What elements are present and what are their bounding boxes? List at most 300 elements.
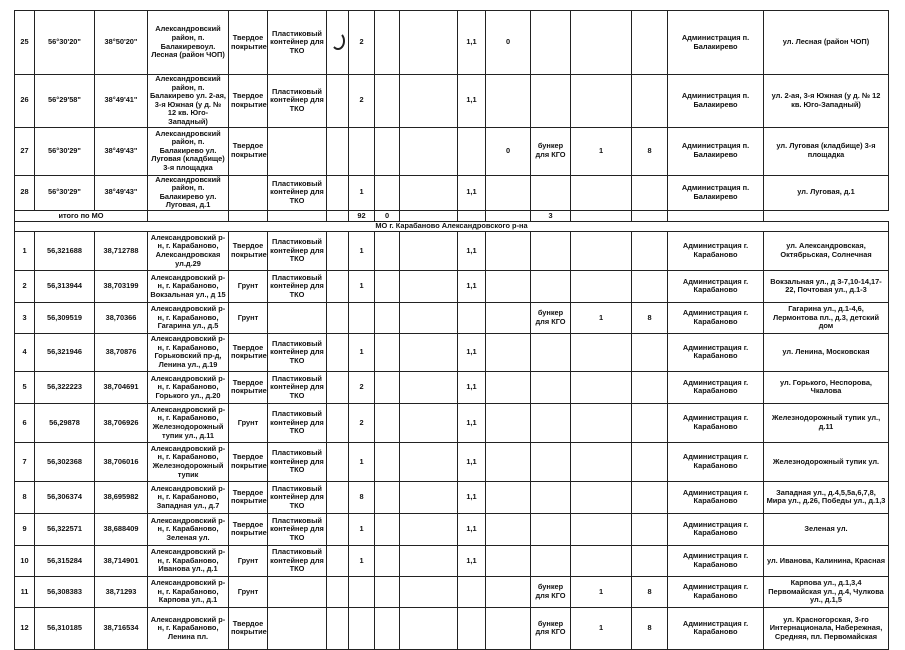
longitude-cell: 38,70876 <box>95 333 148 371</box>
bunker-type-cell <box>531 545 571 576</box>
surface-cell <box>229 175 268 210</box>
volume-cell <box>458 302 486 333</box>
empty-cell <box>327 403 349 442</box>
table-row <box>15 302 889 333</box>
volume-cell <box>458 127 486 175</box>
volume-cell: 1,1 <box>458 231 486 270</box>
empty-cell <box>327 302 349 333</box>
bunker-count-cell <box>571 481 632 513</box>
bunker-count-cell <box>571 175 632 210</box>
address-cell: Александровский р-н, г. Карабаново, Ленина пл. <box>148 607 229 649</box>
latitude-cell: 56°29'58" <box>35 75 95 128</box>
address-cell: Александровский р-н, г. Карабаново, Гагарина ул., д.5 <box>148 302 229 333</box>
bunker-type-cell <box>531 11 571 75</box>
waste-source-cell: ул. 2-ая, 3-я Южная (у д. № 12 кв. Юго-Западный) <box>764 75 889 128</box>
latitude-cell: 56°30'20" <box>35 11 95 75</box>
empty-cell <box>327 576 349 607</box>
extra-count-cell <box>375 75 400 128</box>
empty-cell <box>486 333 531 371</box>
empty-cell <box>327 333 349 371</box>
table-row <box>15 403 889 442</box>
empty-cell <box>571 210 632 221</box>
empty-cell <box>327 231 349 270</box>
empty-cell <box>400 302 458 333</box>
table-row <box>15 442 889 481</box>
longitude-cell: 38°49'43" <box>95 127 148 175</box>
waste-source-cell: ул. Горького, Неспорова, Чкалова <box>764 371 889 403</box>
empty-cell <box>486 607 531 649</box>
latitude-cell: 56,310185 <box>35 607 95 649</box>
address-cell: Александровский р-н, г. Карабаново, Иванова ул., д.1 <box>148 545 229 576</box>
row-number: 27 <box>15 127 35 175</box>
empty-cell <box>375 302 400 333</box>
extra-cell <box>400 127 458 175</box>
bunker-volume-cell <box>632 231 668 270</box>
bunker-volume-cell <box>632 175 668 210</box>
longitude-cell: 38,714901 <box>95 545 148 576</box>
volume-cell: 1,1 <box>458 403 486 442</box>
extra-cell <box>400 75 458 128</box>
total-row <box>15 210 889 221</box>
extra-cell <box>400 175 458 210</box>
empty-cell <box>327 210 349 221</box>
longitude-cell: 38,703199 <box>95 270 148 302</box>
empty-cell <box>486 545 531 576</box>
address-cell: Александровский р-н, г. Карабаново, Карпова ул., д.1 <box>148 576 229 607</box>
surface-cell: Твердое покрытие <box>229 442 268 481</box>
owner-cell: Администрация г. Карабаново <box>668 442 764 481</box>
empty-cell <box>486 371 531 403</box>
volume-cell: 1,1 <box>458 175 486 210</box>
container-type-cell: Пластиковый контейнер для ТКО <box>268 545 327 576</box>
surface-cell: Грунт <box>229 576 268 607</box>
empty-cell <box>400 333 458 371</box>
table-row <box>15 270 889 302</box>
address-cell: Александровский район, п. Балакирево ул. Луговая (кладбище) 3-я площадка <box>148 127 229 175</box>
waste-source-cell: Зеленая ул. <box>764 513 889 545</box>
bunker-volume-cell <box>632 513 668 545</box>
bunker-type-cell: бункер для КГО <box>531 576 571 607</box>
row-number: 2 <box>15 270 35 302</box>
owner-cell: Администрация г. Карабаново <box>668 513 764 545</box>
container-count-cell: 2 <box>349 403 375 442</box>
container-count-cell: 1 <box>349 175 375 210</box>
latitude-cell: 56,321946 <box>35 333 95 371</box>
surface-cell: Твердое покрытие <box>229 371 268 403</box>
surface-cell: Твердое покрытие <box>229 75 268 128</box>
longitude-cell: 38,704691 <box>95 371 148 403</box>
table-row <box>15 371 889 403</box>
container-count-cell: 2 <box>349 75 375 128</box>
empty-cell <box>400 576 458 607</box>
row-number: 26 <box>15 75 35 128</box>
volume2-cell: 0 <box>486 11 531 75</box>
volume-cell: 1,1 <box>458 481 486 513</box>
empty-cell <box>486 442 531 481</box>
container-type-cell <box>268 302 327 333</box>
longitude-cell: 38,688409 <box>95 513 148 545</box>
bunker-volume-cell <box>632 75 668 128</box>
handwritten-mark-icon <box>331 32 345 50</box>
latitude-cell: 56,302368 <box>35 442 95 481</box>
address-cell: Александровский р-н, г. Карабаново, Железнодорожный тупик ул., д.11 <box>148 403 229 442</box>
empty-cell <box>327 270 349 302</box>
surface-cell: Твердое покрытие <box>229 513 268 545</box>
longitude-cell: 38,712788 <box>95 231 148 270</box>
section-title: МО г. Карабаново Александровского р-на <box>15 221 889 231</box>
volume-cell: 1,1 <box>458 545 486 576</box>
empty-cell <box>400 607 458 649</box>
total-containers: 92 <box>349 210 375 221</box>
bunker-count-cell <box>571 442 632 481</box>
empty-cell <box>375 403 400 442</box>
latitude-cell: 56,322223 <box>35 371 95 403</box>
container-count-cell: 1 <box>349 545 375 576</box>
container-type-cell: Пластиковый контейнер для ТКО <box>268 481 327 513</box>
owner-cell: Администрация п. Балакирево <box>668 127 764 175</box>
bunker-count-cell: 1 <box>571 127 632 175</box>
bunker-volume-cell <box>632 481 668 513</box>
address-cell: Александровский район, п. Балакирево ул. 2-ая, 3-я Южная (у д. № 12 кв. Юго-Западный) <box>148 75 229 128</box>
empty-cell <box>375 333 400 371</box>
container-count-cell: 2 <box>349 11 375 75</box>
volume-cell: 1,1 <box>458 75 486 128</box>
table-row <box>15 75 889 128</box>
row-number: 9 <box>15 513 35 545</box>
empty-cell <box>327 545 349 576</box>
row-number: 6 <box>15 403 35 442</box>
waste-source-cell: ул. Лесная (район ЧОП) <box>764 11 889 75</box>
empty-cell <box>486 576 531 607</box>
bunker-volume-cell: 8 <box>632 576 668 607</box>
container-type-cell: Пластиковый контейнер для ТКО <box>268 11 327 75</box>
container-count-cell: 1 <box>349 231 375 270</box>
address-cell: Александровский район, п. Балакиревоул. Лесная (район ЧОП) <box>148 11 229 75</box>
bunker-volume-cell: 8 <box>632 127 668 175</box>
bunker-count-cell <box>571 231 632 270</box>
latitude-cell: 56°30'29" <box>35 175 95 210</box>
bunker-type-cell: бункер для КГО <box>531 607 571 649</box>
latitude-cell: 56,29878 <box>35 403 95 442</box>
volume-cell <box>458 576 486 607</box>
waste-source-cell: Железнодорожный тупик ул., д.11 <box>764 403 889 442</box>
address-cell: Александровский район, п. Балакирево ул. Луговая, д.1 <box>148 175 229 210</box>
owner-cell: Администрация г. Карабаново <box>668 371 764 403</box>
container-count-cell <box>349 302 375 333</box>
container-type-cell: Пластиковый контейнер для ТКО <box>268 371 327 403</box>
waste-sites-table <box>14 10 889 650</box>
row-number: 10 <box>15 545 35 576</box>
empty-cell <box>400 481 458 513</box>
empty-cell <box>486 231 531 270</box>
surface-cell: Твердое покрытие <box>229 231 268 270</box>
bunker-type-cell <box>531 371 571 403</box>
empty-cell <box>375 607 400 649</box>
table-row <box>15 127 889 175</box>
surface-cell: Грунт <box>229 403 268 442</box>
longitude-cell: 38,706016 <box>95 442 148 481</box>
volume2-cell: 0 <box>486 127 531 175</box>
bunker-volume-cell <box>632 333 668 371</box>
table-row <box>15 11 889 75</box>
section-karabanovo-header <box>15 221 889 231</box>
row-number: 4 <box>15 333 35 371</box>
waste-source-cell: ул. Красногорская, 3-го Интернационала, Набережная, Средняя, пл. Первомайская <box>764 607 889 649</box>
empty-cell <box>486 513 531 545</box>
container-type-cell <box>268 607 327 649</box>
container-count-cell: 1 <box>349 442 375 481</box>
bunker-count-cell <box>571 270 632 302</box>
bunker-volume-cell <box>632 371 668 403</box>
extra-count-cell <box>375 175 400 210</box>
mark-cell <box>327 11 349 75</box>
surface-cell: Грунт <box>229 545 268 576</box>
row-number: 8 <box>15 481 35 513</box>
surface-cell: Твердое покрытие <box>229 11 268 75</box>
row-number: 5 <box>15 371 35 403</box>
volume-cell: 1,1 <box>458 333 486 371</box>
longitude-cell: 38°50'20" <box>95 11 148 75</box>
empty-cell <box>375 576 400 607</box>
row-number: 12 <box>15 607 35 649</box>
extra-cell <box>400 11 458 75</box>
owner-cell: Администрация г. Карабаново <box>668 270 764 302</box>
empty-cell <box>668 210 764 221</box>
empty-cell <box>400 403 458 442</box>
surface-cell: Грунт <box>229 270 268 302</box>
empty-cell <box>400 210 458 221</box>
longitude-cell: 38,695982 <box>95 481 148 513</box>
row-number: 28 <box>15 175 35 210</box>
empty-cell <box>400 442 458 481</box>
latitude-cell: 56,309519 <box>35 302 95 333</box>
waste-source-cell: ул. Луговая (кладбище) 3-я площадка <box>764 127 889 175</box>
bunker-type-cell <box>531 403 571 442</box>
bunker-type-cell <box>531 481 571 513</box>
container-type-cell: Пластиковый контейнер для ТКО <box>268 270 327 302</box>
container-type-cell <box>268 576 327 607</box>
table-row <box>15 231 889 270</box>
bunker-type-cell <box>531 513 571 545</box>
waste-source-cell: Вокзальная ул., д 3-7,10-14,17-22, Почтовая ул., д.1-3 <box>764 270 889 302</box>
table-row <box>15 576 889 607</box>
empty-cell <box>375 481 400 513</box>
owner-cell: Администрация г. Карабаново <box>668 403 764 442</box>
table-row <box>15 545 889 576</box>
waste-source-cell: Западная ул., д.4,5,5а,6,7,8, Мира ул., д.26, Победы ул., д.1,3 <box>764 481 889 513</box>
container-type-cell: Пластиковый контейнер для ТКО <box>268 231 327 270</box>
owner-cell: Администрация г. Карабаново <box>668 576 764 607</box>
container-type-cell <box>268 127 327 175</box>
empty-cell <box>375 545 400 576</box>
table-row <box>15 175 889 210</box>
empty-cell <box>375 231 400 270</box>
empty-cell <box>486 302 531 333</box>
empty-cell <box>327 481 349 513</box>
longitude-cell: 38°49'43" <box>95 175 148 210</box>
container-count-cell <box>349 127 375 175</box>
latitude-cell: 56°30'29" <box>35 127 95 175</box>
address-cell: Александровский р-н, г. Карабаново, Зеленая ул. <box>148 513 229 545</box>
surface-cell: Твердое покрытие <box>229 333 268 371</box>
empty-cell <box>327 442 349 481</box>
empty-cell <box>229 210 268 221</box>
bunker-count-cell <box>571 545 632 576</box>
row-number: 3 <box>15 302 35 333</box>
owner-cell: Администрация г. Карабаново <box>668 231 764 270</box>
container-count-cell <box>349 607 375 649</box>
section-balakirevo <box>15 11 889 222</box>
empty-cell <box>375 513 400 545</box>
extra-count-cell <box>375 11 400 75</box>
owner-cell: Администрация п. Балакирево <box>668 175 764 210</box>
bunker-count-cell: 1 <box>571 302 632 333</box>
bunker-count-cell: 1 <box>571 607 632 649</box>
bunker-type-cell <box>531 333 571 371</box>
longitude-cell: 38,716534 <box>95 607 148 649</box>
address-cell: Александровский р-н, г. Карабаново, Горького ул., д.20 <box>148 371 229 403</box>
bunker-count-cell <box>571 333 632 371</box>
waste-source-cell: ул. Александровская, Октябрьская, Солнечная <box>764 231 889 270</box>
empty-cell <box>375 371 400 403</box>
empty-cell <box>486 210 531 221</box>
empty-cell <box>375 270 400 302</box>
container-type-cell: Пластиковый контейнер для ТКО <box>268 513 327 545</box>
longitude-cell: 38,70366 <box>95 302 148 333</box>
total-label: итого по МО <box>15 210 148 221</box>
longitude-cell: 38°49'41" <box>95 75 148 128</box>
waste-source-cell: Гагарина ул., д.1-4,6, Лермонтова пл., д.3, детский дом <box>764 302 889 333</box>
longitude-cell: 38,706926 <box>95 403 148 442</box>
container-type-cell: Пластиковый контейнер для ТКО <box>268 175 327 210</box>
owner-cell: Администрация г. Карабаново <box>668 302 764 333</box>
empty-cell <box>486 403 531 442</box>
container-count-cell: 1 <box>349 513 375 545</box>
latitude-cell: 56,322571 <box>35 513 95 545</box>
bunker-volume-cell <box>632 403 668 442</box>
mark-cell <box>327 75 349 128</box>
bunker-type-cell <box>531 442 571 481</box>
surface-cell: Твердое покрытие <box>229 481 268 513</box>
extra-count-cell <box>375 127 400 175</box>
table-row <box>15 513 889 545</box>
empty-cell <box>400 371 458 403</box>
bunker-count-cell <box>571 403 632 442</box>
address-cell: Александровский р-н, г. Карабаново, Западная ул., д.7 <box>148 481 229 513</box>
latitude-cell: 56,321688 <box>35 231 95 270</box>
section-karabanovo <box>15 231 889 649</box>
volume2-cell <box>486 175 531 210</box>
empty-cell <box>632 210 668 221</box>
latitude-cell: 56,308383 <box>35 576 95 607</box>
table-row <box>15 481 889 513</box>
address-cell: Александровский р-н, г. Карабаново, Александровская ул.д.29 <box>148 231 229 270</box>
bunker-count-cell <box>571 371 632 403</box>
longitude-cell: 38,71293 <box>95 576 148 607</box>
bunker-volume-cell: 8 <box>632 302 668 333</box>
empty-cell <box>458 210 486 221</box>
empty-cell <box>268 210 327 221</box>
latitude-cell: 56,306374 <box>35 481 95 513</box>
empty-cell <box>400 545 458 576</box>
empty-cell <box>486 270 531 302</box>
address-cell: Александровский р-н, г. Карабаново, Вокзальная ул., д 15 <box>148 270 229 302</box>
waste-source-cell: ул. Луговая, д.1 <box>764 175 889 210</box>
bunker-volume-cell <box>632 270 668 302</box>
container-type-cell: Пластиковый контейнер для ТКО <box>268 403 327 442</box>
owner-cell: Администрация г. Карабаново <box>668 481 764 513</box>
container-type-cell: Пластиковый контейнер для ТКО <box>268 75 327 128</box>
owner-cell: Администрация г. Карабаново <box>668 545 764 576</box>
waste-source-cell: ул. Иванова, Калинина, Красная <box>764 545 889 576</box>
surface-cell: Грунт <box>229 302 268 333</box>
volume-cell: 1,1 <box>458 442 486 481</box>
bunker-volume-cell: 8 <box>632 607 668 649</box>
total-bunkers: 3 <box>531 210 571 221</box>
volume-cell: 1,1 <box>458 11 486 75</box>
surface-cell: Твердое покрытие <box>229 607 268 649</box>
volume-cell: 1,1 <box>458 513 486 545</box>
volume-cell: 1,1 <box>458 371 486 403</box>
empty-cell <box>486 481 531 513</box>
container-count-cell: 2 <box>349 371 375 403</box>
waste-source-cell: Железнодорожный тупик ул. <box>764 442 889 481</box>
empty-cell <box>400 513 458 545</box>
empty-cell <box>400 270 458 302</box>
bunker-volume-cell <box>632 545 668 576</box>
row-number: 25 <box>15 11 35 75</box>
bunker-type-cell: бункер для КГО <box>531 127 571 175</box>
waste-source-cell: ул. Ленина, Московская <box>764 333 889 371</box>
bunker-count-cell <box>571 11 632 75</box>
bunker-count-cell: 1 <box>571 576 632 607</box>
address-cell: Александровский р-н, г. Карабаново, Горьковский пр-д, Ленина ул., д.19 <box>148 333 229 371</box>
total-extra: 0 <box>375 210 400 221</box>
empty-cell <box>327 513 349 545</box>
container-count-cell: 1 <box>349 333 375 371</box>
container-count-cell: 8 <box>349 481 375 513</box>
table-row <box>15 607 889 649</box>
mark-cell <box>327 175 349 210</box>
owner-cell: Администрация п. Балакирево <box>668 11 764 75</box>
bunker-volume-cell <box>632 442 668 481</box>
owner-cell: Администрация п. Балакирево <box>668 75 764 128</box>
container-type-cell: Пластиковый контейнер для ТКО <box>268 333 327 371</box>
volume-cell: 1,1 <box>458 270 486 302</box>
row-number: 11 <box>15 576 35 607</box>
bunker-type-cell <box>531 175 571 210</box>
row-number: 1 <box>15 231 35 270</box>
container-count-cell <box>349 576 375 607</box>
owner-cell: Администрация г. Карабаново <box>668 333 764 371</box>
waste-source-cell: Карпова ул., д.1,3,4 Первомайская ул., д.4, Чулкова ул., д.1,5 <box>764 576 889 607</box>
bunker-type-cell <box>531 75 571 128</box>
address-cell: Александровский р-н, г. Карабаново, Железнодорожный тупик <box>148 442 229 481</box>
latitude-cell: 56,315284 <box>35 545 95 576</box>
empty-cell <box>375 442 400 481</box>
bunker-count-cell <box>571 75 632 128</box>
empty-cell <box>400 231 458 270</box>
table-row <box>15 333 889 371</box>
empty-cell <box>327 607 349 649</box>
row-number: 7 <box>15 442 35 481</box>
container-count-cell: 1 <box>349 270 375 302</box>
mark-cell <box>327 127 349 175</box>
surface-cell: Твердое покрытие <box>229 127 268 175</box>
volume2-cell <box>486 75 531 128</box>
container-type-cell: Пластиковый контейнер для ТКО <box>268 442 327 481</box>
empty-cell <box>148 210 229 221</box>
